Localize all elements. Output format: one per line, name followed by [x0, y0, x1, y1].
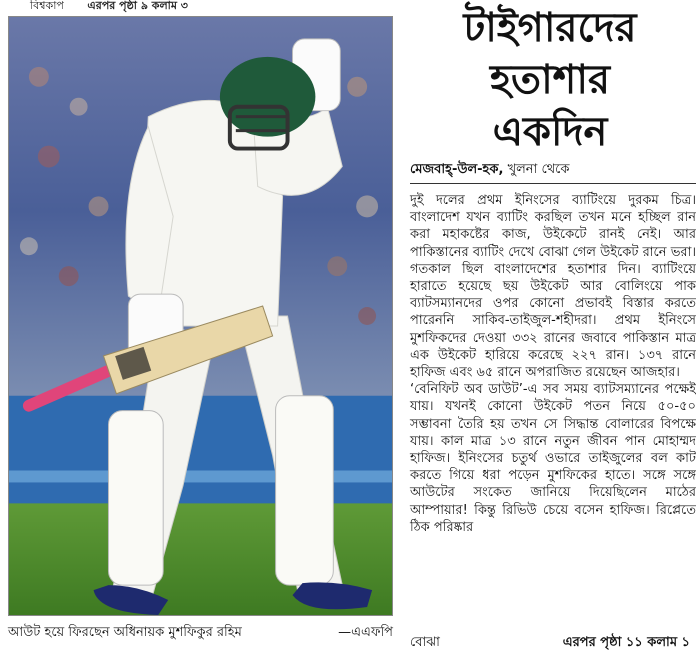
headline-line-1: টাইগারদের [463, 5, 637, 51]
byline-location: খুলনা থেকে [503, 162, 570, 177]
boundary-board [9, 396, 392, 506]
top-strip [0, 0, 400, 14]
helmet [220, 57, 316, 137]
jump-link[interactable]: এরপর পৃষ্ঠা ১১ কলাম ১ [562, 635, 690, 650]
article-body [410, 192, 696, 536]
caption-text: আউট হয়ে ফিরছেন অধিনায়ক মুশফিকুর রহিম [8, 625, 242, 640]
headline-line-3: একদিন [492, 109, 608, 155]
headline [410, 2, 690, 158]
byline [410, 160, 690, 180]
photo-credit: —এএফপি [338, 625, 393, 640]
headline-line-2: হতাশার [490, 57, 610, 103]
top-strip-left: বিশ্বকাপ [30, 0, 64, 12]
continued-word: বোঝা [410, 635, 440, 650]
news-photo [8, 16, 393, 616]
byline-divider [410, 183, 696, 184]
byline-author: মেজবাহ্-উল-হক, [410, 162, 504, 177]
article-paragraph-2: ‘বেনিফিট অব ডাউট’-এ সব সময় ব্যাটসম্যানের পক্ষেই যায়। যখনই কোনো উইকেট পতন নিয়ে ৫০-৫০ সম্ভাবনা তৈরি হয় তখন সে সিদ্ধান্ত বোলারের বিপক্ষে যায়। কাল মাত্র ১৩ রানে নতুন জীবন পান মোহাম্মদ হাফিজ। ইনিংসের চতুর্থ ওভারে তাইজুলের বল কাট করতে গিয়ে ধরা পড়েন মুশফিকের হাতে। সঙ্গে সঙ্গে আউটের সংকেত জানিয়ে দিয়েছিলেন মাঠের আম্পায়ার! কিন্তু রিভিউ চেয়ে বসেন হাফিজ। রিপ্লেতে ঠিক পরিষ্কার [410, 382, 696, 535]
photo-caption [8, 622, 393, 648]
batsman-illustration [9, 17, 392, 615]
article-paragraph-1: দুই দলের প্রথম ইনিংসের ব্যাটিংয়ে দুরকম চিত্র। বাংলাদেশ যখন ব্যাটিং করছিল তখন মনে হচ্ছিল রান করা মহাকষ্টের কাজ, উইকেটে রানই নেই। আর পাকিস্তানের ব্যাটিং দেখে বোঝা গেল উইকেট রানে ভরা। গতকাল ছিল বাংলাদেশের হতাশার দিন। ব্যাটিংয়ে হারাতে হয়েছে ছয় উইকেট আর বোলিংয়ে পাক ব্যাটসম্যানদের ওপর কোনো প্রভাবই বিস্তার করতে পারেননি সাকিব-তাইজুল-শহীদরা। প্রথম ইনিংসে মুশফিকদের দেওয়া ৩৩২ রানের জবাবে পাকিস্তান মাত্র এক উইকেট হারিয়ে করেছে ২২৭ রান। ১৩৭ রানে হাফিজ এবং ৬৫ রানে অপরাজিত রয়েছেন আজহার। [410, 193, 696, 381]
top-strip-jump: এরপর পৃষ্ঠা ৯ কলাম ৩ [87, 0, 188, 12]
